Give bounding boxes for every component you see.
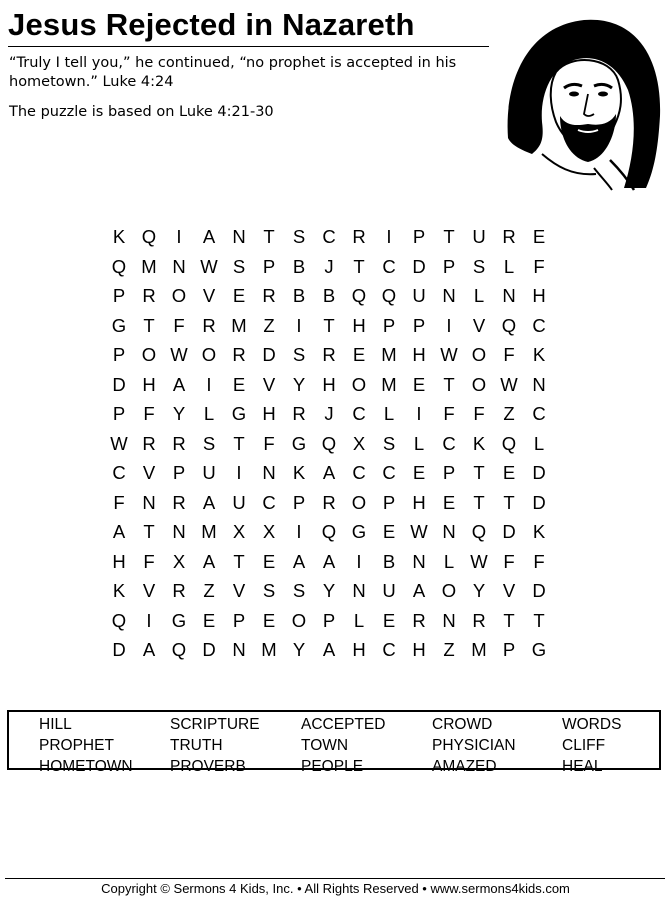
grid-letter: W [470, 550, 488, 572]
grid-letter: J [324, 255, 334, 277]
grid-letter: F [533, 550, 545, 572]
grid-letter: K [532, 521, 546, 542]
grid-letter: X [172, 550, 186, 572]
grid-letter: R [172, 432, 186, 454]
word-list-item: TRUTH [170, 737, 223, 754]
word-list-item: PROVERB [170, 758, 246, 775]
grid-letter: L [383, 403, 395, 424]
grid-letter: P [112, 285, 126, 306]
grid-letter: H [352, 314, 366, 336]
grid-letter: T [443, 226, 455, 247]
grid-letter: T [143, 521, 155, 542]
grid-letter: L [353, 609, 365, 631]
word-list-item: HILL [39, 716, 72, 733]
grid-letter: O [291, 609, 307, 631]
grid-letter: N [232, 639, 246, 660]
grid-letter: H [142, 373, 156, 395]
grid-letter: N [352, 580, 366, 601]
word-list-item: ACCEPTED [301, 716, 386, 733]
grid-letter: F [143, 550, 155, 572]
grid-letter: S [292, 344, 306, 365]
grid-letter: C [532, 403, 546, 424]
grid-letter: N [232, 226, 246, 247]
grid-letter: W [410, 521, 428, 542]
grid-letter: T [263, 226, 275, 247]
grid-letter: R [142, 432, 156, 454]
grid-letter: X [262, 521, 276, 542]
grid-letter: A [322, 639, 336, 660]
grid-letter: C [532, 314, 546, 336]
grid-letter: M [471, 639, 487, 660]
grid-letter: C [112, 462, 126, 483]
grid-letter: N [502, 285, 516, 306]
grid-letter: J [324, 403, 334, 424]
grid-letter: E [382, 609, 396, 631]
grid-letter: V [502, 580, 516, 601]
grid-letter: C [382, 462, 396, 483]
grid-letter: T [143, 314, 155, 336]
grid-letter: C [352, 462, 366, 483]
grid-letter: V [232, 580, 246, 601]
grid-letter: M [381, 344, 397, 365]
grid-letter: Q [321, 521, 337, 542]
grid-letter: O [471, 344, 487, 365]
grid-letter: R [292, 403, 306, 424]
grid-letter: N [172, 521, 186, 542]
grid-letter: M [141, 255, 157, 277]
grid-letter: H [412, 639, 426, 660]
grid-letter: P [292, 491, 306, 513]
word-list-item: HOMETOWN [39, 758, 133, 775]
grid-letter: E [262, 609, 276, 631]
grid-letter: X [352, 432, 366, 454]
grid-letter: E [532, 226, 546, 247]
grid-letter: D [202, 639, 216, 660]
grid-letter: D [502, 521, 516, 542]
grid-letter: Q [321, 432, 337, 454]
grid-letter: S [382, 432, 396, 454]
grid-letter: P [322, 609, 336, 631]
grid-letter: Q [351, 285, 367, 306]
grid-letter: T [233, 550, 245, 572]
grid-letter: A [322, 550, 336, 572]
grid-letter: I [146, 609, 152, 631]
grid-letter: N [142, 491, 156, 513]
grid-letter: R [232, 344, 246, 365]
grid-letter: I [386, 226, 392, 247]
grid-letter: O [441, 580, 457, 601]
grid-letter: F [503, 344, 515, 365]
word-list-box [7, 710, 661, 775]
grid-letter: Q [111, 609, 127, 631]
grid-letter: M [231, 314, 247, 336]
grid-letter: S [292, 226, 306, 247]
grid-letter: I [356, 550, 362, 572]
grid-letter: B [322, 285, 336, 306]
footer-divider [5, 878, 665, 879]
grid-letter: A [112, 521, 126, 542]
grid-letter: D [532, 462, 546, 483]
grid-letter: L [503, 255, 515, 277]
grid-letter: Y [292, 639, 306, 660]
word-list-item: PROPHET [39, 737, 114, 754]
grid-letter: C [382, 639, 396, 660]
grid-letter: D [532, 491, 546, 513]
grid-letter: E [202, 609, 216, 631]
word-list-item: CLIFF [562, 737, 606, 754]
grid-letter: T [473, 491, 485, 513]
grid-letter: I [416, 403, 422, 424]
scripture-quote: “Truly I tell you,” he continued, “no prophet is accepted in his hometown.” Luke 4:24 [9, 55, 457, 90]
grid-letter: F [503, 550, 515, 572]
grid-letter: Y [292, 373, 306, 395]
grid-letter: O [351, 491, 367, 513]
word-search-grid [104, 222, 554, 665]
grid-letter: O [351, 373, 367, 395]
grid-letter: R [322, 491, 336, 513]
grid-letter: G [231, 403, 247, 424]
grid-letter: N [442, 521, 456, 542]
grid-letter: W [440, 344, 458, 365]
grid-letter: G [531, 639, 547, 660]
grid-letter: L [443, 550, 455, 572]
grid-letter: Z [263, 314, 275, 336]
grid-letter: R [472, 609, 486, 631]
grid-letter: S [472, 255, 486, 277]
grid-letter: T [323, 314, 335, 336]
grid-letter: P [382, 314, 396, 336]
grid-letter: I [236, 462, 242, 483]
grid-letter: B [382, 550, 396, 572]
grid-letter: Q [501, 432, 517, 454]
grid-letter: R [202, 314, 216, 336]
word-list-item: AMAZED [432, 758, 497, 775]
grid-letter: G [351, 521, 367, 542]
grid-letter: A [292, 550, 306, 572]
grid-letter: I [446, 314, 452, 336]
grid-letter: Q [381, 285, 397, 306]
grid-letter: Y [172, 403, 186, 424]
grid-letter: C [322, 226, 336, 247]
grid-letter: H [112, 550, 126, 572]
grid-letter: F [143, 403, 155, 424]
grid-letter: O [171, 285, 187, 306]
grid-letter: E [442, 491, 456, 513]
grid-letter: W [110, 432, 128, 454]
grid-letter: N [442, 285, 456, 306]
grid-letter: C [352, 403, 366, 424]
grid-letter: T [533, 609, 545, 631]
grid-letter: S [292, 580, 306, 601]
grid-letter: H [322, 373, 336, 395]
grid-letter: L [413, 432, 425, 454]
grid-letter: Y [322, 580, 336, 601]
grid-letter: F [263, 432, 275, 454]
grid-letter: X [232, 521, 246, 542]
grid-letter: L [203, 403, 215, 424]
grid-letter: T [443, 373, 455, 395]
grid-letter: H [532, 285, 546, 306]
grid-letter: K [472, 432, 486, 454]
grid-letter: E [412, 373, 426, 395]
grid-letter: I [296, 521, 302, 542]
grid-letter: S [232, 255, 246, 277]
grid-letter: V [202, 285, 216, 306]
word-list-item: SCRIPTURE [170, 716, 260, 733]
grid-letter: T [353, 255, 365, 277]
grid-letter: T [503, 491, 515, 513]
grid-letter: Z [503, 403, 515, 424]
grid-letter: D [412, 255, 426, 277]
grid-letter: R [352, 226, 366, 247]
grid-letter: D [532, 580, 546, 601]
grid-letter: H [412, 344, 426, 365]
grid-letter: F [473, 403, 485, 424]
grid-letter: I [206, 373, 212, 395]
grid-letter: R [262, 285, 276, 306]
grid-letter: Q [171, 639, 187, 660]
grid-letter: H [352, 639, 366, 660]
word-list-item: HEAL [562, 758, 603, 775]
grid-letter: K [112, 226, 126, 247]
word-list-item: CROWD [432, 716, 493, 733]
grid-letter: U [412, 285, 426, 306]
grid-letter: A [202, 491, 216, 513]
page-title: Jesus Rejected in Nazareth [8, 7, 415, 42]
grid-letter: W [500, 373, 518, 395]
grid-letter: N [532, 373, 546, 395]
grid-letter: B [292, 255, 306, 277]
grid-letter: A [172, 373, 186, 395]
grid-letter: L [473, 285, 485, 306]
grid-letter: T [473, 462, 485, 483]
grid-letter: W [200, 255, 218, 277]
word-list-item: TOWN [301, 737, 349, 754]
grid-letter: A [322, 462, 336, 483]
grid-letter: V [142, 580, 156, 601]
grid-letter: A [202, 550, 216, 572]
grid-letter: P [442, 462, 456, 483]
grid-letter: U [232, 491, 246, 513]
grid-letter: N [262, 462, 276, 483]
grid-letter: O [471, 373, 487, 395]
grid-letter: P [112, 344, 126, 365]
grid-letter: P [172, 462, 186, 483]
grid-letter: U [472, 226, 486, 247]
grid-letter: D [112, 639, 126, 660]
grid-letter: G [171, 609, 187, 631]
grid-letter: C [262, 491, 276, 513]
grid-letter: Q [111, 255, 127, 277]
grid-letter: C [382, 255, 396, 277]
grid-letter: G [291, 432, 307, 454]
grid-letter: P [382, 491, 396, 513]
copyright-footer: Copyright © Sermons 4 Kids, Inc. • All Rights Reserved • www.sermons4kids.com [101, 881, 570, 896]
grid-letter: Q [501, 314, 517, 336]
grid-letter: L [533, 432, 545, 454]
grid-letter: H [262, 403, 276, 424]
jesus-portrait-illustration [498, 10, 666, 192]
grid-letter: F [173, 314, 185, 336]
grid-letter: C [442, 432, 456, 454]
grid-letter: P [232, 609, 246, 631]
word-list [39, 714, 662, 777]
grid-letter: B [292, 285, 306, 306]
grid-letter: Z [443, 639, 455, 660]
word-list-item: PEOPLE [301, 758, 364, 775]
grid-letter: O [201, 344, 217, 365]
grid-letter: V [142, 462, 156, 483]
grid-letter: P [262, 255, 276, 277]
grid-letter: E [502, 462, 516, 483]
grid-letter: E [352, 344, 366, 365]
grid-letter: Y [472, 580, 486, 601]
grid-letter: V [262, 373, 276, 395]
grid-letter: E [232, 285, 246, 306]
grid-letter: R [502, 226, 516, 247]
grid-letter: T [233, 432, 245, 454]
grid-letter: H [412, 491, 426, 513]
grid-letter: R [142, 285, 156, 306]
grid-letter: S [262, 580, 276, 601]
grid-letter: K [112, 580, 126, 601]
grid-letter: E [232, 373, 246, 395]
grid-letter: I [176, 226, 182, 247]
grid-letter: W [170, 344, 188, 365]
grid-letter: R [412, 609, 426, 631]
grid-letter: S [202, 432, 216, 454]
word-list-item: PHYSICIAN [432, 737, 516, 754]
grid-letter: K [532, 344, 546, 365]
grid-letter: N [172, 255, 186, 277]
grid-letter: D [262, 344, 276, 365]
grid-letter: I [296, 314, 302, 336]
grid-letter: P [412, 314, 426, 336]
grid-letter: P [502, 639, 516, 660]
grid-letter: N [412, 550, 426, 572]
grid-letter: T [503, 609, 515, 631]
grid-letter: M [201, 521, 217, 542]
grid-letter: M [381, 373, 397, 395]
grid-letter: D [112, 373, 126, 395]
grid-letter: E [412, 462, 426, 483]
word-list-item: WORDS [562, 716, 622, 733]
grid-letter: A [142, 639, 156, 660]
grid-letter: Q [471, 521, 487, 542]
grid-letter: A [412, 580, 426, 601]
grid-letter: E [262, 550, 276, 572]
grid-letter: V [472, 314, 486, 336]
grid-letter: Z [203, 580, 215, 601]
grid-letter: R [172, 491, 186, 513]
grid-letter: O [141, 344, 157, 365]
grid-letter: A [202, 226, 216, 247]
grid-letter: R [172, 580, 186, 601]
title-divider [8, 46, 489, 47]
grid-letter: Q [141, 226, 157, 247]
grid-letter: P [442, 255, 456, 277]
grid-letter: F [443, 403, 455, 424]
grid-letter: M [261, 639, 277, 660]
grid-letter: F [113, 491, 125, 513]
grid-letter: P [112, 403, 126, 424]
grid-letter: K [292, 462, 306, 483]
grid-letter: F [533, 255, 545, 277]
puzzle-basis-note: The puzzle is based on Luke 4:21-30 [9, 104, 274, 120]
grid-letter: G [111, 314, 127, 336]
grid-letter: P [412, 226, 426, 247]
grid-letter: N [442, 609, 456, 631]
grid-letter: E [382, 521, 396, 542]
grid-letter: R [322, 344, 336, 365]
grid-letter: U [382, 580, 396, 601]
grid-letter: U [202, 462, 216, 483]
